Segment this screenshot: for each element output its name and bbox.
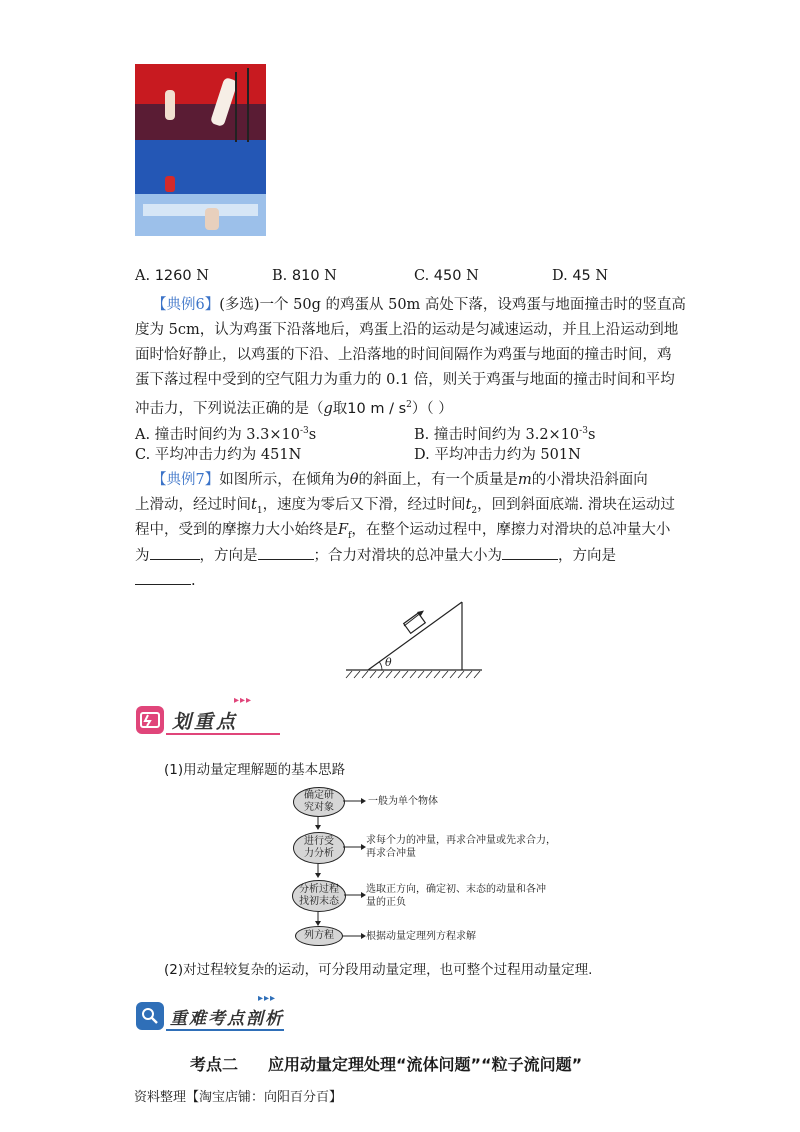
incline-surface [368, 602, 462, 670]
chevrons-icon-2: ▸▸▸ [258, 993, 277, 1004]
angle-label: θ [385, 656, 392, 669]
example7-line5: . [135, 570, 196, 591]
topic-heading: 考点二 应用动量定理处理“流体问题”“粒子流问题” [190, 1055, 583, 1074]
example6-option-c: C. 平均冲击力约为 451N [135, 447, 302, 463]
incline-diagram [340, 598, 490, 680]
example6-line1: 【典例6】(多选)一个 50g 的鸡蛋从 50m 高处下落，设鸡蛋与地面撞击时的竖直高 [152, 297, 686, 313]
example7-tag: 【典例7】 [152, 472, 220, 488]
flow-node-process: 分析过程 找初末态 [292, 880, 346, 912]
search-badge-icon [136, 1002, 164, 1030]
example6-option-d: D. 平均冲击力约为 501N [414, 447, 581, 463]
example6-option-b: B. 撞击时间约为 $3.2\times 10^{-3}s$ [414, 426, 596, 443]
flow-node-identify: 确定研 究对象 [293, 787, 345, 817]
flow-text-4: 根据动量定理列方程求解 [366, 931, 476, 942]
ground-hatching [346, 671, 480, 678]
example7-line2: 上滑动，经过时间$t_1$，速度为零后又下滑，经过时间$t_2$，回到斜面底端. 滑块在运动过 [135, 497, 675, 516]
footer-note: 资料整理【淘宝店铺：向阳百分百】 [134, 1090, 343, 1105]
example7-line3: 程中，受到的摩擦力大小始终是$F_f$，在整个运动过程中，摩擦力对滑块的总冲量大小 [135, 522, 671, 541]
option-d: D. 45 N [552, 268, 609, 284]
section-underline [166, 733, 280, 735]
answer-blank-2[interactable] [258, 545, 314, 560]
example7-line1: 【典例7】如图所示，在倾角为θ的斜面上，有一个质量是m的小滑块沿斜面向 [152, 472, 648, 488]
answer-blank-4[interactable] [135, 570, 191, 585]
flow-node-force-analysis: 进行受 力分析 [293, 832, 345, 864]
key-point-1: (1)用动量定理解题的基本思路 [164, 762, 346, 778]
section-title-key-points: 划重点 [172, 711, 239, 733]
example6-tag: 【典例6】 [152, 297, 220, 313]
flow-text-2: 求每个力的冲量，再求合冲量或先求合力， 再求合冲量 [366, 835, 556, 859]
option-b: B. 810 N [272, 268, 337, 284]
example6-line3: 面时恰好静止，以鸡蛋的下沿、上沿落地的时间间隔作为鸡蛋与地面的撞击时间，鸡 [135, 347, 672, 363]
example6-option-a: A. 撞击时间约为 $3.3\times 10^{-3}s$ [135, 426, 317, 443]
section-underline-2 [166, 1029, 284, 1031]
angle-arc [379, 662, 382, 670]
example6-line2: 度为 5cm，认为鸡蛋下沿落地后，鸡蛋上沿的运动是匀减速运动，并且上沿运动到地 [135, 322, 679, 338]
trampoline-photo [135, 64, 266, 236]
option-a: A. 1260 N [135, 268, 209, 284]
example6-line5: 冲击力，下列说法正确的是（g取10 m / $s^2$）（ ） [135, 400, 453, 417]
flow-text-1: 一般为单个物体 [368, 796, 438, 807]
highlight-badge-icon [136, 706, 164, 734]
answer-blank-3[interactable] [502, 545, 558, 560]
flowchart-side-arrows [343, 790, 373, 950]
chevrons-icon: ▸▸▸ [234, 695, 253, 706]
option-c: C. 450 N [414, 268, 479, 284]
answer-blank-1[interactable] [150, 545, 200, 560]
section-title-hard-points: 重难考点剖析 [170, 1009, 284, 1029]
flow-text-3: 选取正方向，确定初、末态的动量和各冲 量的正负 [366, 884, 546, 908]
flow-node-equation: 列方程 [295, 926, 343, 946]
key-point-2: (2)对过程较复杂的运动，可分段用动量定理，也可整个过程用动量定理. [164, 962, 593, 978]
example7-line4: 为 ，方向是 ；合力对滑块的总冲量大小为 ，方向是 [135, 545, 616, 566]
example6-line4: 蛋下落过程中受到的空气阻力为重力的 0.1 倍，则关于鸡蛋与地面的撞击时间和平均 [135, 372, 675, 388]
